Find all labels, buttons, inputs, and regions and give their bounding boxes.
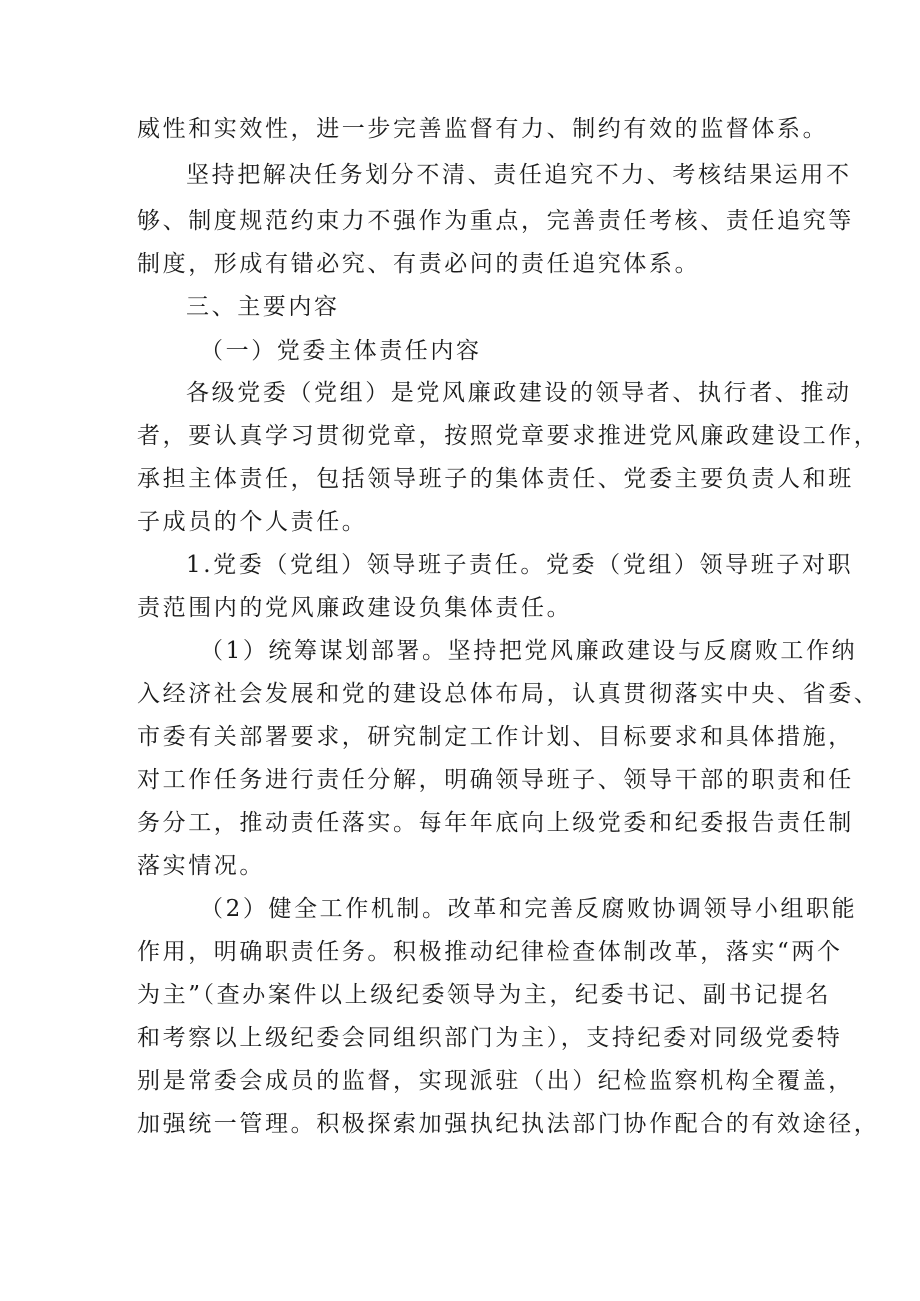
text-line: 市委有关部署要求，研究制定工作计划、目标要求和具体措施， [137,724,854,750]
text-line: （2）健全工作机制。改革和完善反腐败协调领导小组职能 [200,896,858,922]
text-line: 对工作任务进行责任分解，明确领导班子、领导干部的职责和任 [137,767,854,793]
text-line: 子成员的个人责任。 [137,509,368,535]
text-line: 1.党委（党组）领导班子责任。党委（党组）领导班子对职 [186,552,854,578]
text-line: 作用，明确职责任务。积极推动纪律检查体制改革，落实“两个 [137,939,843,965]
text-line: 为主”（查办案件以上级纪委领导为主，纪委书记、副书记提名 [137,982,832,1008]
text-line: 者，要认真学习贯彻党章，按照党章要求推进党风廉政建设工作， [137,423,880,449]
text-line: 别是常委会成员的监督，实现派驻（出）纪检监察机构全覆盖， [137,1068,854,1094]
text-line: 威性和实效性，进一步完善监督有力、制约有效的监督体系。 [137,116,829,142]
text-line: 各级党委（党组）是党风廉政建设的领导者、执行者、推动 [186,380,852,406]
text-line: 坚持把解决任务划分不清、责任追究不力、考核结果运用不 [186,162,852,188]
text-line: 入经济社会发展和党的建设总体布局，认真贯彻落实中央、省委、 [137,681,880,707]
text-line: 够、制度规范约束力不强作为重点，完善责任考核、责任追究等 [137,208,854,234]
subsection-heading: （一）党委主体责任内容 [200,338,482,364]
text-line: 落实情况。 [137,853,265,879]
text-line: （1）统筹谋划部署。坚持把党风廉政建设与反腐败工作纳 [200,638,858,664]
text-line: 承担主体责任，包括领导班子的集体责任、党委主要负责人和班 [137,466,854,492]
text-line: 务分工，推动责任落实。每年年底向上级党委和纪委报告责任制 [137,810,854,836]
text-line: 责范围内的党风廉政建设负集体责任。 [137,595,573,621]
text-line: 和考察以上级纪委会同组织部门为主），支持纪委对同级党委特 [137,1025,843,1051]
section-heading: 三、主要内容 [186,294,340,320]
text-line: 制度，形成有错必究、有责必问的责任追究体系。 [137,251,701,277]
text-line: 加强统一管理。积极探索加强执纪执法部门协作配合的有效途径， [137,1111,880,1137]
